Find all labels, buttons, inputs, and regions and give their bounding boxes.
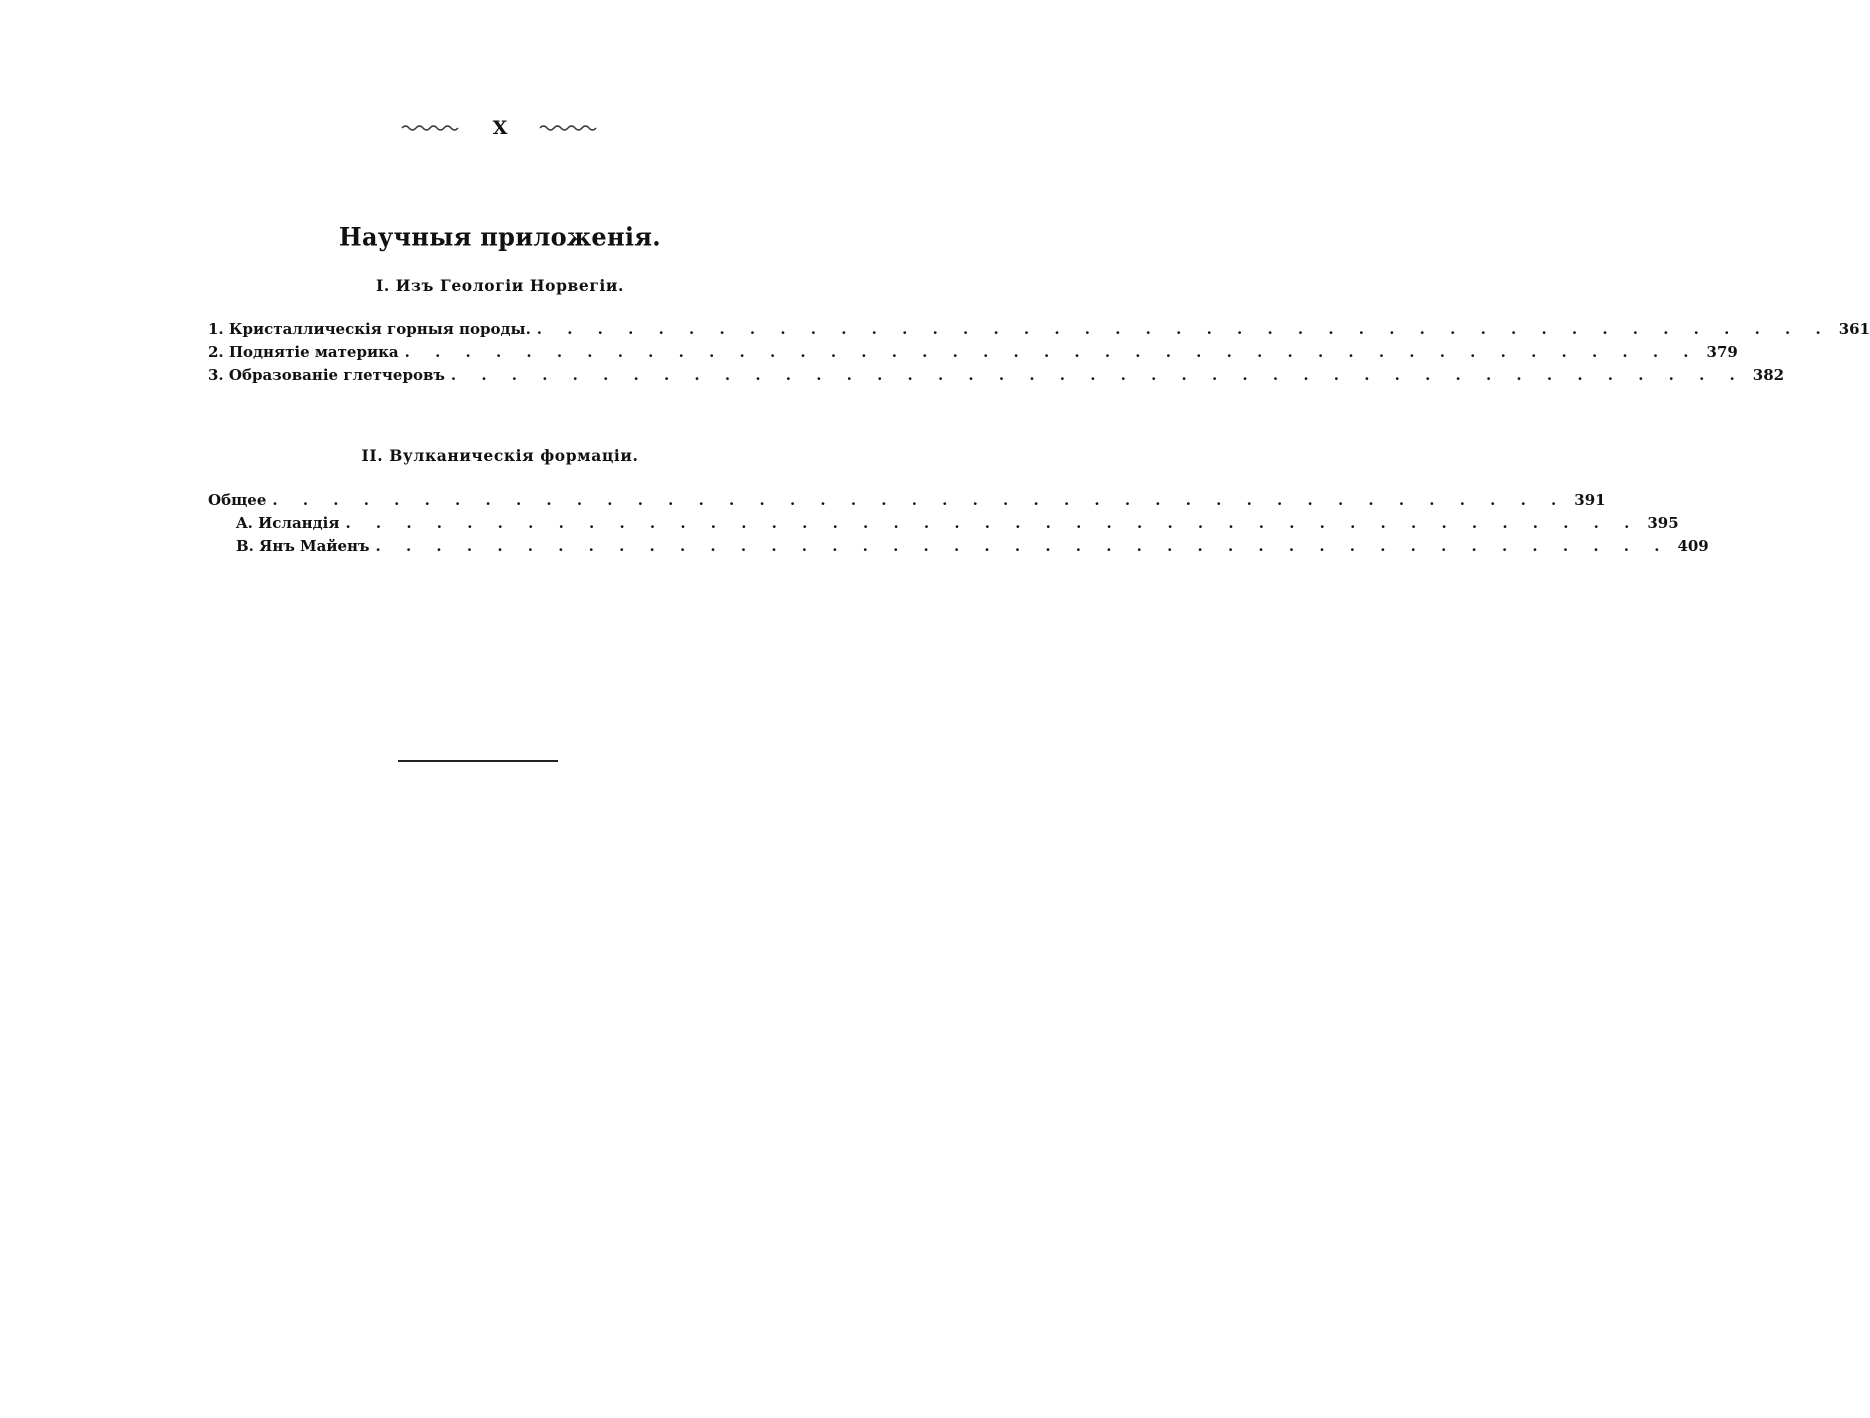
wave-ornament-left-icon: [402, 124, 460, 132]
toc-entry[interactable]: [208, 535, 1709, 558]
section-heading-geology: I. Изъ Геологіи Норвегіи.: [375, 276, 625, 295]
toc-entry[interactable]: [208, 489, 1606, 512]
toc-entry-page: 382: [1752, 366, 1785, 384]
toc-entry-label: B. Янъ Майенъ: [236, 537, 370, 555]
dot-leader: . . . . . . . . . . . . . . . . . . . . . . . . . . . . . . . . . . . . . . . . . . .: [272, 491, 1567, 509]
dot-leader: . . . . . . . . . . . . . . . . . . . . . . . . . . . . . . . . . . . . . . . . . . .: [536, 320, 1831, 338]
dot-leader: . . . . . . . . . . . . . . . . . . . . . . . . . . . . . . . . . . . . . . . . . . .: [450, 366, 1745, 384]
wave-ornament-right-icon: [540, 124, 598, 132]
toc-entry-page: 391: [1574, 491, 1606, 509]
toc-entry-label: 2. Поднятіе материка: [208, 343, 399, 361]
page-header: [0, 116, 1000, 139]
closing-rule: [398, 760, 558, 762]
toc-entry[interactable]: [208, 341, 1738, 364]
toc-entry-label: A. Исландія: [236, 514, 340, 532]
toc-entry-label: 3. Образованіе глетчеровъ: [208, 366, 445, 384]
dot-leader: . . . . . . . . . . . . . . . . . . . . . . . . . . . . . . . . . . . . . . . . . . .: [375, 537, 1670, 555]
dot-leader: . . . . . . . . . . . . . . . . . . . . . . . . . . . . . . . . . . . . . . . . . . .: [345, 514, 1640, 532]
toc-entry-label: Общее: [208, 491, 267, 509]
toc-entry[interactable]: [208, 512, 1679, 535]
page-title: Научныя приложенія.: [339, 221, 661, 252]
toc-list-geology: [208, 318, 1870, 387]
toc-entry[interactable]: [208, 318, 1870, 341]
page-number: X: [492, 117, 508, 139]
dot-leader: . . . . . . . . . . . . . . . . . . . . . . . . . . . . . . . . . . . . . . . . . . .: [404, 343, 1699, 361]
section-heading-volcanic: II. Вулканическія формаціи.: [361, 446, 639, 465]
toc-entry-page: 361: [1838, 320, 1870, 338]
toc-entry-page: 379: [1706, 343, 1738, 361]
toc-entry-page: 395: [1647, 514, 1679, 532]
toc-entry[interactable]: [208, 364, 1785, 387]
toc-entry-page: 409: [1677, 537, 1709, 555]
toc-list-volcanic: [208, 489, 1709, 558]
toc-entry-label: 1. Кристаллическія горныя породы.: [208, 320, 531, 338]
